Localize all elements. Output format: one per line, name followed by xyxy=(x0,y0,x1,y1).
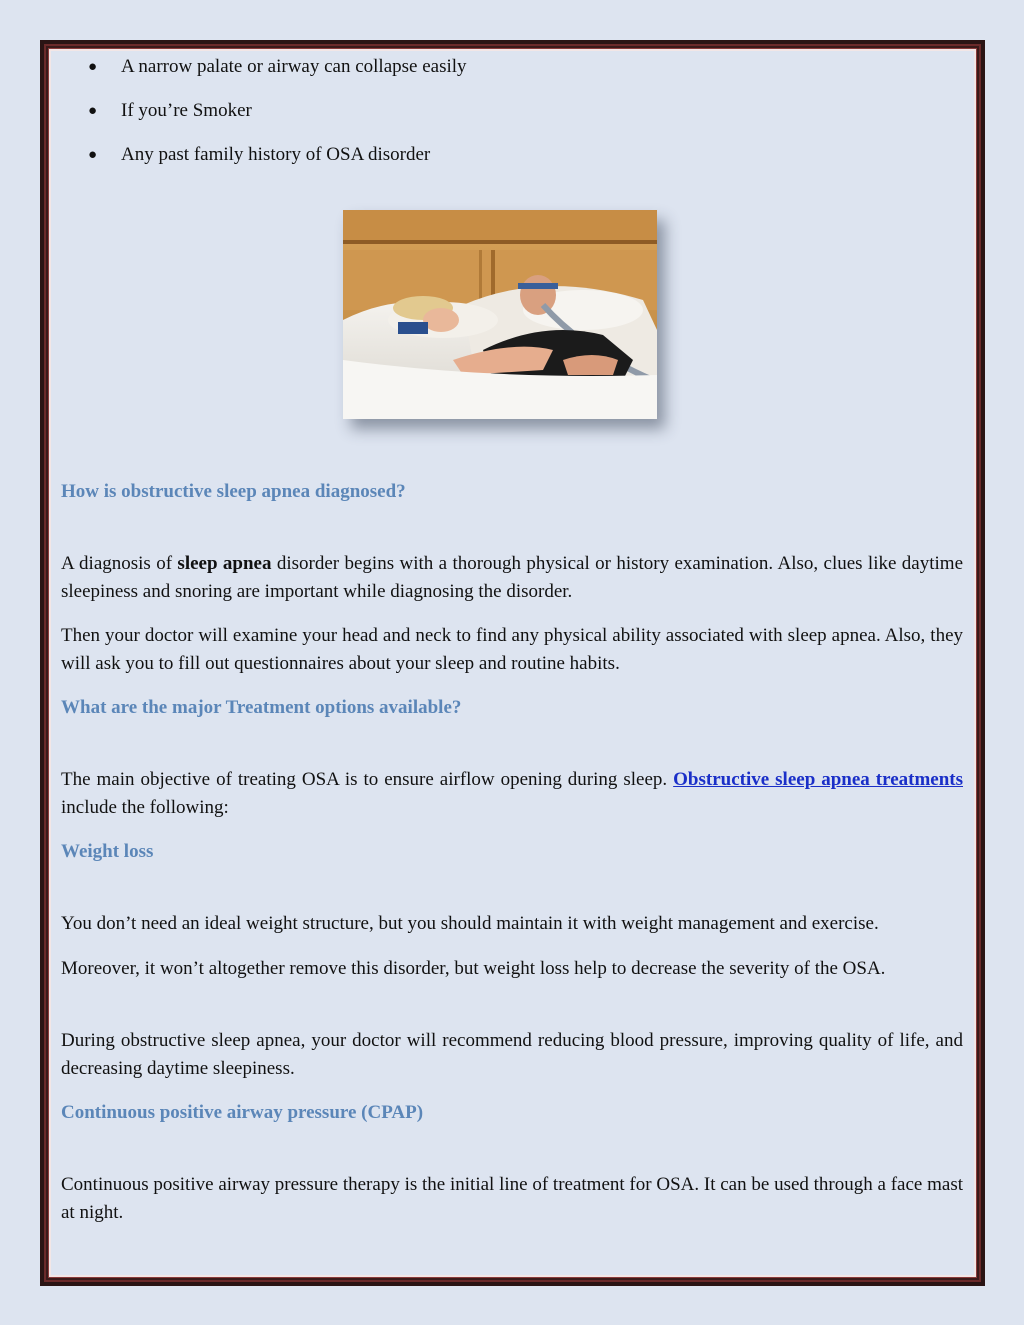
treatments-link[interactable]: Obstructive sleep apnea treatments xyxy=(673,769,963,790)
bullet-icon: ● xyxy=(88,147,98,163)
couple-sleeping-cpap-photo xyxy=(343,210,657,419)
list-item xyxy=(61,56,963,78)
text-span: disorder begins with a thorough physical or history examination. Also, clues like daytime sleepiness and snoring are important while diagnosing the disorder. xyxy=(61,553,963,602)
list-item xyxy=(61,144,963,166)
section-heading-diagnosis: How is obstructive sleep apnea diagnosed? xyxy=(61,481,406,502)
risk-factor-list xyxy=(61,56,963,166)
diagnosis-paragraph-1 xyxy=(61,550,963,606)
list-item xyxy=(61,100,963,122)
section-heading-treatment: What are the major Treatment options available? xyxy=(61,697,462,718)
weight-paragraph-2: Moreover, it won’t altogether remove this disorder, but weight loss help to decrease the severity of the OSA. xyxy=(61,958,886,979)
document-body xyxy=(61,56,963,1223)
bullet-icon: ● xyxy=(88,59,98,75)
text-span: include the following: xyxy=(61,797,229,818)
section-heading-cpap: Continuous positive airway pressure (CPAP) xyxy=(61,1102,424,1123)
diagnosis-paragraph-2: Then your doctor will examine your head and neck to find any physical ability associated with sleep apnea. Also, they will ask you to fill out questionnaires about your sleep and routine habits. xyxy=(61,625,963,674)
weight-paragraph-3: During obstructive sleep apnea, your doctor will recommend reducing blood pressure, improving quality of life, and decreasing daytime sleepiness. xyxy=(61,1030,963,1079)
bold-term: sleep apnea xyxy=(177,553,272,574)
text-span: A diagnosis of xyxy=(61,553,178,574)
text-span: The main objective of treating OSA is to ensure airflow opening during sleep. xyxy=(61,769,674,790)
cpap-paragraph-1: Continuous positive airway pressure therapy is the initial line of treatment for OSA. It can be used through a face mast at night. xyxy=(61,1174,963,1223)
list-item-text: A narrow palate or airway can collapse easily xyxy=(121,56,467,77)
bullet-icon: ● xyxy=(88,103,98,119)
list-item-text: Any past family history of OSA disorder xyxy=(121,144,431,165)
section-heading-weight-loss: Weight loss xyxy=(61,841,154,862)
list-item-text: If you’re Smoker xyxy=(121,100,252,121)
weight-paragraph-1: You don’t need an ideal weight structure, but you should maintain it with weight management and exercise. xyxy=(61,913,879,934)
treatment-paragraph-1 xyxy=(61,766,963,822)
